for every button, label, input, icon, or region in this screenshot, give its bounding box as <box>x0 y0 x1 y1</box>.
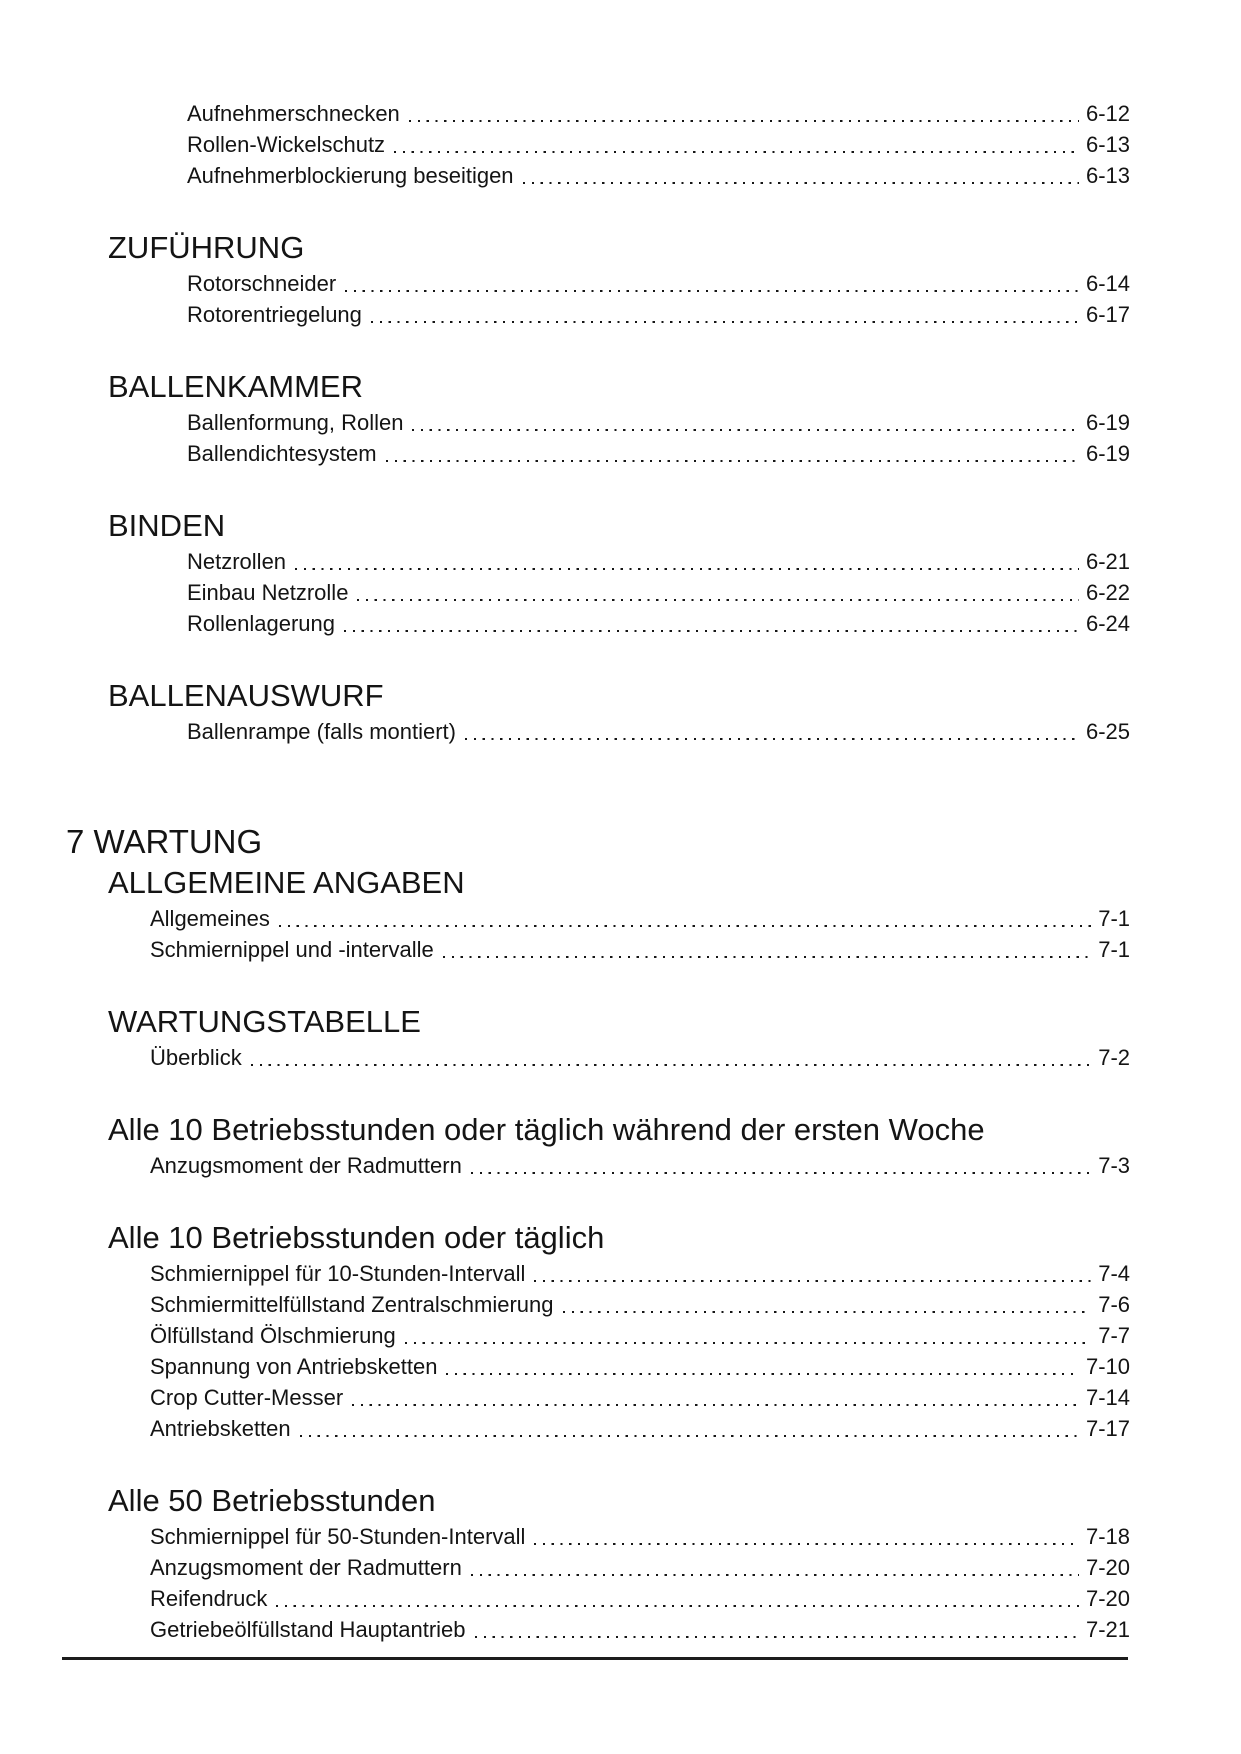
entry-page-number: 7-3 <box>1098 1153 1130 1178</box>
entry-page-number: 6-19 <box>1085 410 1130 435</box>
toc-entry <box>0 98 1130 129</box>
entry-page-number: 7-20 <box>1085 1586 1130 1611</box>
entry-page-number: 6-19 <box>1085 441 1130 466</box>
toc-entry <box>0 1614 1130 1645</box>
entry-page-number: 6-22 <box>1085 580 1130 605</box>
toc-section <box>0 863 1130 965</box>
toc-entry <box>0 903 1130 934</box>
toc-entry <box>0 299 1130 330</box>
toc-section <box>0 506 1130 639</box>
dot-leader <box>295 546 1079 577</box>
dot-leader <box>279 903 1091 934</box>
entry-label: Ölfüllstand Ölschmierung <box>150 1323 396 1348</box>
footer-rule <box>62 1657 1128 1660</box>
dot-leader <box>394 129 1079 160</box>
dot-leader <box>471 1552 1079 1583</box>
entry-label: Einbau Netzrolle <box>187 580 349 605</box>
toc-entry <box>0 1258 1130 1289</box>
toc-entry <box>0 1413 1130 1444</box>
dot-leader <box>412 407 1078 438</box>
dot-leader <box>534 1521 1079 1552</box>
toc-entry <box>0 1583 1130 1614</box>
toc-entry <box>0 1382 1130 1413</box>
entry-page-number: 7-7 <box>1098 1323 1130 1348</box>
entry-label: Crop Cutter-Messer <box>150 1385 344 1410</box>
dot-leader <box>409 98 1079 129</box>
entry-label: Anzugsmoment der Radmuttern <box>150 1555 462 1580</box>
dot-leader <box>443 934 1092 965</box>
dot-leader <box>352 1382 1079 1413</box>
entry-label: Schmiernippel für 10-Stunden-Intervall <box>150 1261 526 1286</box>
section-heading: ALLGEMEINE ANGABEN <box>108 865 465 900</box>
entry-page-number: 7-6 <box>1098 1292 1130 1317</box>
dot-leader <box>534 1258 1091 1289</box>
toc-entry <box>0 1320 1130 1351</box>
toc-entry <box>0 268 1130 299</box>
entry-page-number: 6-24 <box>1085 611 1130 636</box>
entry-page-number: 6-21 <box>1085 549 1130 574</box>
entry-page-number: 7-1 <box>1098 906 1130 931</box>
section-heading: Alle 50 Betriebsstunden <box>108 1483 436 1518</box>
dot-leader <box>475 1614 1079 1645</box>
entry-page-number: 7-10 <box>1085 1354 1130 1379</box>
entry-label: Rotorentriegelung <box>187 302 362 327</box>
entry-page-number: 6-13 <box>1085 163 1130 188</box>
entry-label: Ballenrampe (falls montiert) <box>187 719 456 744</box>
chapter-7-toc-part <box>0 820 1130 1645</box>
entry-label: Getriebeölfüllstand Hauptantrieb <box>150 1617 466 1642</box>
dot-leader <box>563 1289 1092 1320</box>
toc-entry <box>0 1351 1130 1382</box>
entry-label: Netzrollen <box>187 549 287 574</box>
entry-page-number: 7-2 <box>1098 1045 1130 1070</box>
toc-entry <box>0 1042 1130 1073</box>
dot-leader <box>276 1583 1079 1614</box>
toc-section <box>0 1110 1130 1181</box>
toc-section <box>0 1002 1130 1073</box>
entry-label: Rotorschneider <box>187 271 337 296</box>
entry-page-number: 6-14 <box>1085 271 1130 296</box>
entry-page-number: 7-17 <box>1085 1416 1130 1441</box>
toc-entry <box>0 546 1130 577</box>
toc-section <box>0 367 1130 469</box>
entry-page-number: 6-17 <box>1085 302 1130 327</box>
section-heading: BALLENAUSWURF <box>108 678 384 713</box>
entry-label: Ballendichtesystem <box>187 441 377 466</box>
toc-entry <box>0 577 1130 608</box>
section-heading: BINDEN <box>108 508 226 543</box>
toc-section <box>0 228 1130 330</box>
dot-leader <box>357 577 1079 608</box>
toc-entry <box>0 160 1130 191</box>
dot-leader <box>465 716 1079 747</box>
entry-page-number: 6-12 <box>1085 101 1130 126</box>
dot-leader <box>345 268 1079 299</box>
toc-entry <box>0 1552 1130 1583</box>
toc-entry <box>0 129 1130 160</box>
entry-label: Schmiernippel für 50-Stunden-Intervall <box>150 1524 526 1549</box>
entry-label: Schmiermittelfüllstand Zentralschmierung <box>150 1292 554 1317</box>
dot-leader <box>446 1351 1079 1382</box>
chapter-heading: 7 WARTUNG <box>66 823 263 860</box>
entry-page-number: 7-4 <box>1098 1261 1130 1286</box>
entry-label: Allgemeines <box>150 906 270 931</box>
entry-label: Reifendruck <box>150 1586 268 1611</box>
entry-label: Rollen-Wickelschutz <box>187 132 386 157</box>
entry-label: Aufnehmerschnecken <box>187 101 400 126</box>
dot-leader <box>386 438 1079 469</box>
entry-page-number: 7-21 <box>1085 1617 1130 1642</box>
entry-label: Aufnehmerblockierung beseitigen <box>187 163 514 188</box>
dot-leader <box>405 1320 1091 1351</box>
section-heading: ZUFÜHRUNG <box>108 230 305 265</box>
entry-page-number: 7-14 <box>1085 1385 1130 1410</box>
toc-entry <box>0 608 1130 639</box>
toc-entry <box>0 1289 1130 1320</box>
dot-leader <box>300 1413 1079 1444</box>
dot-leader <box>371 299 1079 330</box>
toc-entry <box>0 438 1130 469</box>
dot-leader <box>344 608 1079 639</box>
toc-entry <box>0 934 1130 965</box>
toc-section <box>0 1481 1130 1645</box>
chapter-6-toc-part <box>0 98 1130 747</box>
dot-leader <box>471 1150 1091 1181</box>
dot-leader <box>523 160 1079 191</box>
entry-label: Schmiernippel und -intervalle <box>150 937 434 962</box>
dot-leader <box>251 1042 1092 1073</box>
section-heading: Alle 10 Betriebsstunden oder täglich während der ersten Woche <box>108 1112 985 1147</box>
entry-label: Antriebsketten <box>150 1416 291 1441</box>
section-heading: BALLENKAMMER <box>108 369 363 404</box>
toc-section <box>0 98 1130 191</box>
entry-page-number: 6-13 <box>1085 132 1130 157</box>
toc-entry <box>0 1150 1130 1181</box>
entry-label: Ballenformung, Rollen <box>187 410 404 435</box>
entry-page-number: 7-18 <box>1085 1524 1130 1549</box>
section-heading: WARTUNGSTABELLE <box>108 1004 421 1039</box>
entry-page-number: 7-20 <box>1085 1555 1130 1580</box>
entry-label: Anzugsmoment der Radmuttern <box>150 1153 462 1178</box>
section-heading: Alle 10 Betriebsstunden oder täglich <box>108 1220 605 1255</box>
toc-entry <box>0 407 1130 438</box>
toc-section <box>0 1218 1130 1444</box>
toc-section <box>0 676 1130 747</box>
entry-label: Spannung von Antriebsketten <box>150 1354 438 1379</box>
entry-page-number: 6-25 <box>1085 719 1130 744</box>
toc-entry <box>0 1521 1130 1552</box>
entry-page-number: 7-1 <box>1098 937 1130 962</box>
entry-label: Rollenlagerung <box>187 611 335 636</box>
entry-label: Überblick <box>150 1045 242 1070</box>
toc-entry <box>0 716 1130 747</box>
